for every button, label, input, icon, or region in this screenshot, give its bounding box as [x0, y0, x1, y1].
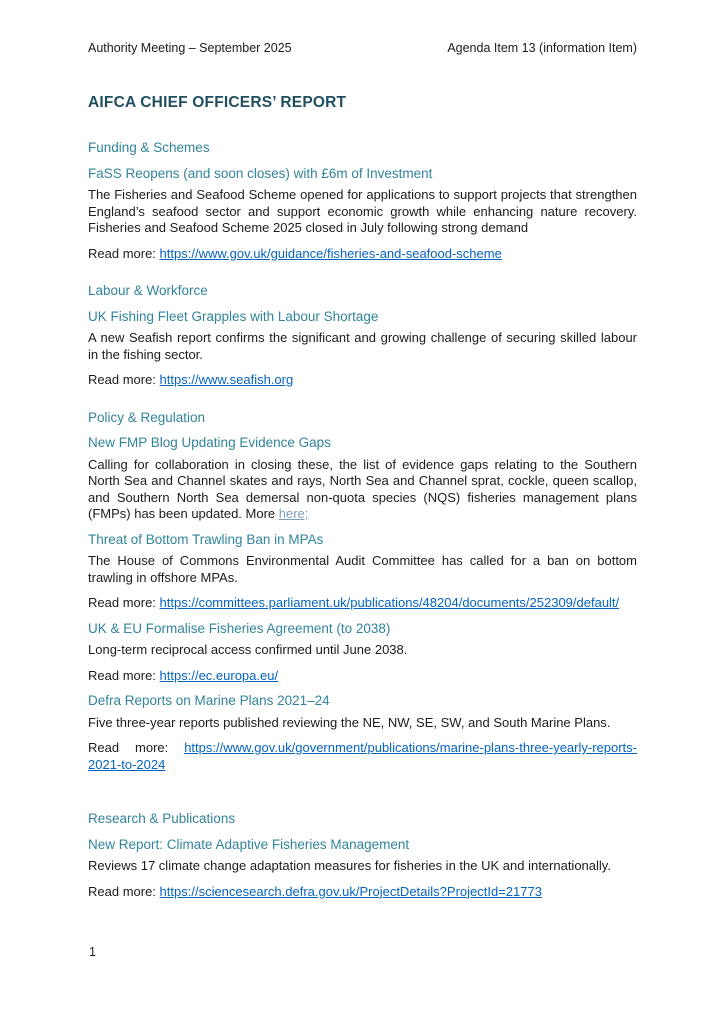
- read-more-line: [88, 884, 637, 901]
- read-more-line: [88, 372, 637, 389]
- header-right-text: Agenda Item 13 (information Item): [447, 41, 637, 55]
- section-research-publications: [88, 811, 637, 900]
- external-link-ec-europa[interactable]: https://ec.europa.eu/: [159, 667, 279, 683]
- section-heading-labour-workforce: Labour & Workforce: [88, 283, 208, 298]
- read-more-label: Read more:: [88, 667, 156, 683]
- report-item-fmp-blog: [88, 435, 637, 523]
- read-more-line: [88, 246, 637, 263]
- item-body-labour-shortage: A new Seafish report confirms the significant and growing challenge of securing skilled labour in the fishing sector.: [88, 330, 637, 362]
- section-heading-research-publications: Research & Publications: [88, 811, 236, 826]
- external-link-fass[interactable]: https://www.gov.uk/guidance/fisheries-and-seafood-scheme: [159, 245, 502, 261]
- report-item-uk-eu-agreement: [88, 621, 637, 685]
- item-title-labour-shortage: UK Fishing Fleet Grapples with Labour Shortage: [88, 308, 379, 324]
- section-heading-policy-regulation: Policy & Regulation: [88, 409, 206, 425]
- item-body-uk-eu-agreement: Long-term reciprocal access confirmed until June 2038.: [88, 642, 408, 657]
- read-more-label: Read more:: [88, 372, 156, 387]
- report-item-labour-shortage: [88, 309, 637, 389]
- item-body-defra-marine-plans: Five three-year reports published reviewing the NE, NW, SE, SW, and South Marine Plans.: [88, 714, 611, 730]
- page-header: [88, 40, 637, 56]
- document-title: AIFCA CHIEF OFFICERS’ REPORT: [88, 94, 347, 111]
- report-item-bottom-trawling: [88, 532, 637, 612]
- read-more-line: [88, 740, 637, 773]
- read-more-label: Read more:: [88, 245, 156, 261]
- external-link-marine-plans[interactable]: https://www.gov.uk/government/publications/marine-plans-three-yearly-reports-2021-to-2024: [88, 740, 637, 772]
- report-item-defra-marine-plans: [88, 693, 637, 773]
- report-item-climate-report: [88, 837, 637, 901]
- item-title-bottom-trawling: Threat of Bottom Trawling Ban in MPAs: [88, 531, 324, 547]
- item-body-fmp-blog: [88, 457, 637, 523]
- item-title-defra-marine-plans: Defra Reports on Marine Plans 2021–24: [88, 693, 330, 708]
- external-link-seafish[interactable]: https://www.seafish.org: [159, 372, 294, 387]
- read-more-label: Read more:: [88, 595, 156, 610]
- inline-link-here[interactable]: here;: [278, 506, 309, 521]
- item-title-fass: FaSS Reopens (and soon closes) with £6m of Investment: [88, 165, 433, 181]
- section-labour-workforce: [88, 283, 637, 389]
- section-policy-regulation: [88, 410, 637, 774]
- section-heading-funding-schemes: Funding & Schemes: [88, 140, 210, 155]
- read-more-label: Read more:: [88, 740, 169, 755]
- external-link-parliament[interactable]: https://committees.parliament.uk/publications/48204/documents/252309/default/: [159, 595, 620, 610]
- item-title-fmp-blog: New FMP Blog Updating Evidence Gaps: [88, 435, 331, 450]
- read-more-line: [88, 668, 637, 685]
- header-left-text: Authority Meeting – September 2025: [88, 41, 292, 55]
- item-body-climate-report: Reviews 17 climate change adaptation measures for fisheries in the UK and internationally.: [88, 858, 611, 873]
- page-number: 1: [89, 945, 96, 959]
- item-body-bottom-trawling: The House of Commons Environmental Audit Committee has called for a ban on bottom trawling in offshore MPAs.: [88, 553, 637, 585]
- external-link-defra-science[interactable]: https://sciencesearch.defra.gov.uk/ProjectDetails?ProjectId=21773: [159, 883, 542, 899]
- item-body-text: Calling for collaboration in closing these, the list of evidence gaps relating to the Southern North Sea and Channel skates and rays, North Sea and Channel sprat, cockle, queen scallop, and Southern North Sea demersal non-quota species (NQS) fisheries management plans (FMPs) has been updated. More: [88, 456, 637, 521]
- item-title-climate-report: New Report: Climate Adaptive Fisheries Management: [88, 836, 410, 852]
- read-more-label: Read more:: [88, 883, 156, 899]
- item-title-uk-eu-agreement: UK & EU Formalise Fisheries Agreement (to 2038): [88, 620, 391, 636]
- section-funding-schemes: [88, 140, 637, 262]
- read-more-line: [88, 595, 637, 612]
- report-item-fass: [88, 166, 637, 263]
- item-body-fass: The Fisheries and Seafood Scheme opened for applications to support projects that strengthen England’s seafood sector and support economic growth while enhancing nature recovery. Fisheries and Seafood Scheme 2025 closed in July following strong demand: [88, 187, 637, 235]
